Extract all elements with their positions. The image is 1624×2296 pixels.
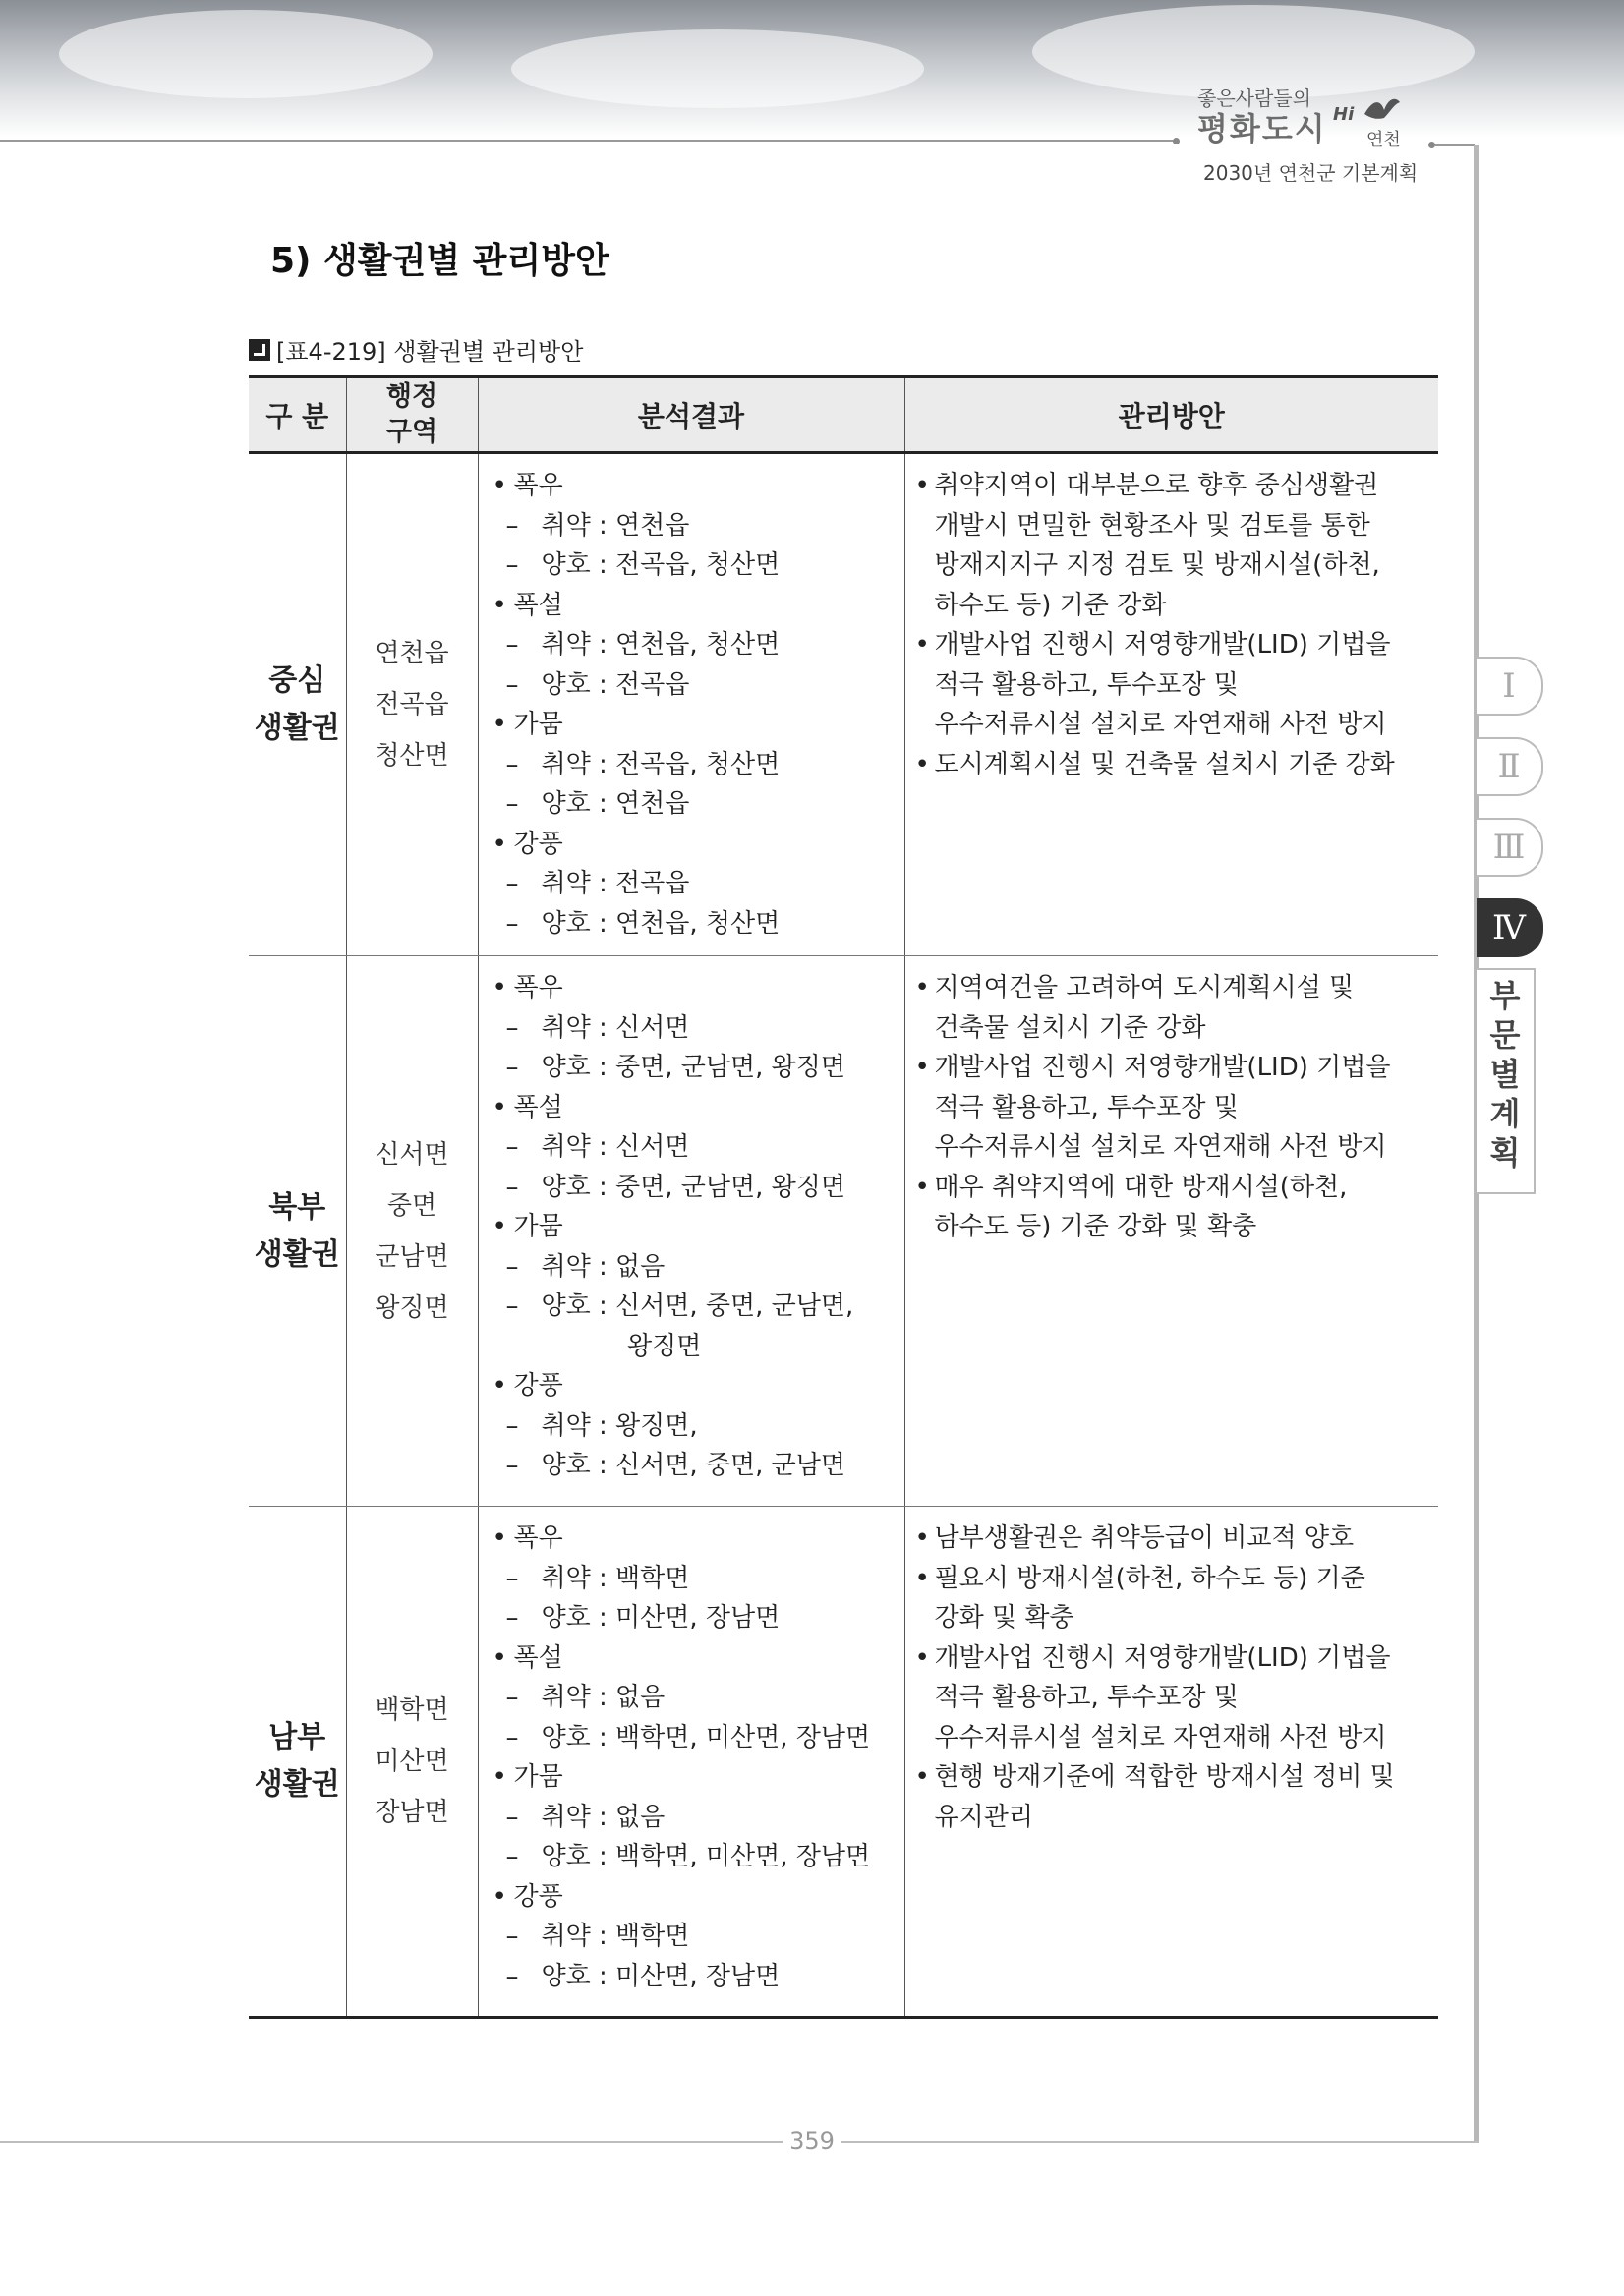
hazard-name: 가뭄 — [513, 1762, 563, 1792]
header-district — [346, 377, 478, 453]
detail-value: 신서면, 중면, 군남면 — [615, 1451, 846, 1480]
table-header-row — [249, 377, 1438, 453]
table-row — [249, 1507, 1438, 2018]
management-text — [935, 1638, 1433, 1758]
management-line: 적극 활용하고, 투수포장 및 — [934, 669, 1239, 700]
bullet-icon: • — [492, 1642, 507, 1673]
dash-icon: – — [505, 1132, 519, 1162]
management-line: 적극 활용하고, 투수포장 및 — [934, 1683, 1239, 1712]
management-text — [935, 1048, 1433, 1168]
bullet-icon: • — [914, 1642, 930, 1673]
detail-value-line: 신서면, 중면, 군남면, — [615, 1292, 854, 1321]
hazard-detail — [493, 1168, 904, 1208]
management-line: 취약지역이 대부분으로 향후 중심생활권 — [934, 471, 1379, 500]
bullet-icon: • — [914, 630, 930, 660]
cloud-shape — [59, 10, 433, 98]
management-line: 개발사업 진행시 저영향개발(LID) 기법을 — [934, 1053, 1391, 1082]
management-item — [915, 466, 1433, 625]
management-line: 필요시 방재시설(하천, 하수도 등) 기준 — [934, 1563, 1365, 1593]
plan-title: 2030년 연천군 기본계획 — [1203, 161, 1419, 185]
hazard-name: 가뭄 — [513, 710, 563, 739]
bullet-icon: • — [914, 1172, 930, 1202]
detail-value: 왕징면, — [615, 1410, 698, 1441]
management-line: 방재지지구 지정 검토 및 방재시설(하천, — [934, 550, 1380, 580]
detail-label: 양호 : — [541, 1961, 616, 1991]
hazard-detail — [493, 545, 904, 586]
bullet-icon: • — [914, 749, 930, 779]
management-text — [935, 625, 1433, 745]
hazard-detail — [493, 1446, 904, 1486]
dash-icon: – — [505, 1802, 519, 1832]
bullet-icon: • — [492, 1523, 507, 1553]
detail-label: 양호 : — [541, 1053, 616, 1082]
hazard-item — [493, 968, 904, 1008]
bird-icon — [1363, 92, 1402, 124]
bullet-icon: • — [492, 973, 507, 1003]
category-line1: 남부 — [268, 1720, 326, 1754]
arrow-box-icon — [249, 339, 270, 361]
detail-value: 백학면, 미산면, 장남면 — [615, 1722, 871, 1752]
bullet-icon: • — [492, 1092, 507, 1122]
hazard-detail — [493, 506, 904, 546]
dash-icon: – — [505, 1410, 519, 1441]
chapter-label-char: 별 — [1489, 1056, 1521, 1093]
management-line: 유지관리 — [934, 1802, 1033, 1832]
management-line: 우수저류시설 설치로 자연재해 사전 방지 — [934, 1132, 1387, 1162]
management-line: 현행 방재기준에 적합한 방재시설 정비 및 — [934, 1762, 1395, 1792]
bullet-icon: • — [492, 710, 507, 739]
district-name: 연천읍 — [375, 639, 449, 668]
bullet-icon: • — [492, 1881, 507, 1912]
dash-icon: – — [505, 869, 519, 898]
detail-value — [615, 1287, 853, 1366]
management-line: 도시계획시설 및 건축물 설치시 기준 강화 — [934, 749, 1395, 779]
analysis-cell — [478, 1507, 904, 2018]
dash-icon: – — [505, 1922, 519, 1951]
management-item — [915, 625, 1433, 745]
detail-value: 없음 — [615, 1251, 666, 1282]
management-text — [935, 1559, 1433, 1638]
hazard-name: 폭우 — [513, 1523, 563, 1553]
bullet-icon: • — [492, 590, 507, 620]
hazard-name: 강풍 — [513, 1881, 563, 1912]
hazard-detail — [493, 1678, 904, 1718]
hazard-detail — [493, 1008, 904, 1049]
hazard-detail — [493, 1598, 904, 1638]
district-cell — [346, 956, 478, 1507]
bullet-icon: • — [492, 829, 507, 859]
dash-icon: – — [505, 1451, 519, 1480]
management-cell — [904, 1507, 1438, 2018]
management-line: 우수저류시설 설치로 자연재해 사전 방지 — [934, 1722, 1387, 1752]
bullet-icon: • — [492, 1371, 507, 1401]
category-cell — [249, 1507, 346, 2018]
hazard-item — [493, 1088, 904, 1128]
chapter-label-char: 문 — [1489, 1016, 1521, 1054]
hazard-name: 폭설 — [513, 1642, 563, 1673]
detail-value-line: 왕징면 — [627, 1331, 702, 1361]
hazard-item — [493, 1207, 904, 1247]
dash-icon: – — [505, 1563, 519, 1593]
detail-label: 취약 : — [541, 1563, 616, 1593]
dash-icon: – — [505, 1683, 519, 1712]
bullet-icon: • — [914, 1563, 930, 1593]
logo-slogan: 좋은사람들의 — [1197, 86, 1311, 110]
detail-label: 양호 : — [541, 1172, 616, 1202]
hazard-name: 폭우 — [513, 471, 563, 500]
detail-label: 양호 : — [541, 1842, 616, 1871]
detail-value: 연천읍, 청산면 — [615, 908, 781, 939]
header-rule — [0, 140, 1175, 142]
header-dot — [1428, 142, 1435, 148]
dash-icon: – — [505, 749, 519, 779]
district-name: 백학면 — [375, 1695, 449, 1725]
analysis-cell — [478, 956, 904, 1507]
dash-icon: – — [505, 510, 519, 541]
detail-value: 중면, 군남면, 왕징면 — [615, 1172, 846, 1202]
management-item — [915, 1048, 1433, 1168]
chapter-label-char: 부 — [1489, 977, 1521, 1014]
detail-label: 취약 : — [541, 1410, 616, 1441]
hazard-name: 강풍 — [513, 829, 563, 859]
management-text — [935, 466, 1433, 625]
header-district-line2: 구역 — [385, 417, 438, 447]
dash-icon: – — [505, 1172, 519, 1202]
detail-value: 전곡읍, 청산면 — [615, 550, 781, 580]
detail-value: 백학면, 미산면, 장남면 — [615, 1842, 871, 1871]
detail-value: 중면, 군남면, 왕징면 — [615, 1053, 846, 1082]
detail-value: 신서면 — [615, 1012, 690, 1043]
category-cell — [249, 956, 346, 1507]
dash-icon: – — [505, 1053, 519, 1082]
header-management: 관리방안 — [904, 377, 1438, 453]
district-name: 군남면 — [375, 1241, 449, 1272]
page-frame-bottom — [0, 2141, 1479, 2143]
detail-label: 취약 : — [541, 1802, 616, 1832]
district-cell — [346, 453, 478, 956]
hazard-item — [493, 1366, 904, 1406]
management-cell — [904, 956, 1438, 1507]
hazard-detail — [493, 665, 904, 706]
management-item — [915, 968, 1433, 1048]
dash-icon: – — [505, 908, 519, 939]
hazard-name: 강풍 — [513, 1371, 563, 1401]
detail-label: 취약 : — [541, 1132, 616, 1162]
detail-value: 전곡읍, 청산면 — [615, 749, 781, 779]
management-line: 강화 및 확충 — [934, 1603, 1074, 1633]
detail-value: 백학면 — [615, 1922, 690, 1951]
detail-label: 양호 : — [541, 669, 616, 700]
bullet-icon: • — [492, 1762, 507, 1792]
management-text — [935, 1519, 1433, 1559]
hazard-detail — [493, 1287, 904, 1366]
management-line: 개발시 면밀한 현황조사 및 검토를 통한 — [934, 510, 1370, 541]
hazard-item — [493, 1757, 904, 1798]
header-analysis: 분석결과 — [478, 377, 904, 453]
cloud-shape — [511, 29, 924, 108]
detail-value: 미산면, 장남면 — [615, 1961, 781, 1991]
detail-label: 취약 : — [541, 1683, 616, 1712]
detail-label: 취약 : — [541, 1012, 616, 1043]
management-item — [915, 745, 1433, 785]
chapter-label — [1477, 968, 1536, 1194]
hazard-name: 폭우 — [513, 973, 563, 1003]
management-text — [935, 1168, 1433, 1247]
detail-label: 양호 : — [541, 550, 616, 580]
bullet-icon: • — [914, 471, 930, 500]
detail-label: 취약 : — [541, 630, 616, 660]
header-category: 구 분 — [249, 377, 346, 453]
hazard-detail — [493, 1247, 904, 1288]
hazard-item — [493, 1638, 904, 1679]
hazard-detail — [493, 784, 904, 825]
bullet-icon: • — [914, 1053, 930, 1082]
detail-value: 연천읍, 청산면 — [615, 630, 781, 660]
management-line: 하수도 등) 기준 강화 — [934, 590, 1167, 620]
table-row — [249, 956, 1438, 1507]
management-item — [915, 1757, 1433, 1837]
bullet-icon: • — [492, 471, 507, 500]
district-name: 중면 — [386, 1190, 437, 1221]
chapter-tab-1[interactable]: Ⅰ — [1477, 657, 1543, 716]
hazard-item — [493, 705, 904, 745]
hazard-detail — [493, 1048, 904, 1088]
chapter-tab-2[interactable]: Ⅱ — [1477, 737, 1543, 796]
hazard-name: 가뭄 — [513, 1212, 563, 1241]
detail-label: 양호 : — [541, 1603, 616, 1633]
hazard-detail — [493, 745, 904, 785]
management-item — [915, 1519, 1433, 1559]
table-row — [249, 453, 1438, 956]
hazard-detail — [493, 1798, 904, 1838]
detail-value: 전곡읍 — [615, 869, 690, 898]
table-caption-text: [표4-219] 생활권별 관리방안 — [276, 338, 584, 366]
management-text — [935, 968, 1433, 1048]
page-number: 359 — [783, 2127, 841, 2154]
detail-value: 연천읍 — [615, 510, 690, 541]
dash-icon: – — [505, 1251, 519, 1282]
category-line1: 중심 — [268, 663, 326, 698]
detail-label: 취약 : — [541, 1922, 616, 1951]
dash-icon: – — [505, 630, 519, 660]
hazard-detail — [493, 1559, 904, 1599]
hazard-detail — [493, 1718, 904, 1758]
header-rule-right — [1435, 144, 1475, 146]
management-item — [915, 1168, 1433, 1247]
detail-value: 연천읍 — [615, 789, 690, 819]
logo-city-slogan: 평화도시 — [1197, 110, 1327, 147]
chapter-tab-4[interactable]: Ⅳ — [1477, 898, 1543, 957]
district-name: 장남면 — [375, 1798, 449, 1827]
district-cell — [346, 1507, 478, 2018]
logo-county-name: 연천 — [1366, 130, 1401, 150]
category-line2: 생활권 — [254, 1767, 340, 1802]
detail-label: 양호 : — [541, 1292, 616, 1321]
hazard-detail — [493, 864, 904, 904]
dash-icon: – — [505, 669, 519, 700]
management-line: 건축물 설치시 기준 강화 — [934, 1012, 1206, 1043]
detail-value: 없음 — [615, 1683, 666, 1712]
category-cell — [249, 453, 346, 956]
detail-label: 양호 : — [541, 789, 616, 819]
management-line: 개발사업 진행시 저영향개발(LID) 기법을 — [934, 1642, 1391, 1673]
logo-hi: Hi — [1333, 104, 1355, 125]
header-district-line1: 행정 — [385, 381, 438, 412]
section-title: 5) 생활권별 관리방안 — [270, 241, 609, 281]
hazard-detail — [493, 1917, 904, 1957]
dash-icon: – — [505, 1842, 519, 1871]
dash-icon: – — [505, 1012, 519, 1043]
chapter-label-char: 계 — [1489, 1095, 1521, 1132]
management-item — [915, 1559, 1433, 1638]
chapter-tab-3[interactable]: Ⅲ — [1477, 818, 1543, 877]
detail-value: 백학면 — [615, 1563, 690, 1593]
hazard-item — [493, 1519, 904, 1559]
hazard-detail — [493, 904, 904, 945]
bullet-icon: • — [914, 973, 930, 1003]
district-name: 왕징면 — [375, 1292, 449, 1323]
category-line2: 생활권 — [254, 1236, 340, 1272]
management-line: 적극 활용하고, 투수포장 및 — [934, 1092, 1239, 1122]
table-caption — [249, 332, 583, 367]
detail-value: 미산면, 장남면 — [615, 1603, 781, 1633]
category-line1: 북부 — [268, 1189, 326, 1225]
detail-value: 전곡읍 — [615, 669, 690, 700]
hazard-name: 폭설 — [513, 590, 563, 620]
district-name: 미산면 — [375, 1747, 449, 1776]
management-item — [915, 1638, 1433, 1758]
management-line: 하수도 등) 기준 강화 및 확충 — [934, 1212, 1257, 1241]
bullet-icon: • — [492, 1212, 507, 1241]
hazard-item — [493, 586, 904, 626]
bullet-icon: • — [914, 1523, 930, 1553]
management-line: 지역여건을 고려하여 도시계획시설 및 — [934, 973, 1355, 1003]
dash-icon: – — [505, 1292, 519, 1321]
management-text — [935, 1757, 1433, 1837]
district-name: 전곡읍 — [375, 690, 449, 719]
dash-icon: – — [505, 789, 519, 819]
hazard-detail — [493, 625, 904, 665]
hazard-detail — [493, 1957, 904, 1997]
hazard-item — [493, 466, 904, 506]
county-logo — [1197, 83, 1414, 151]
management-line: 개발사업 진행시 저영향개발(LID) 기법을 — [934, 630, 1391, 660]
district-name: 청산면 — [375, 741, 449, 771]
management-line: 매우 취약지역에 대한 방재시설(하천, — [934, 1172, 1348, 1202]
category-line2: 생활권 — [254, 711, 340, 745]
detail-value: 없음 — [615, 1802, 666, 1832]
dash-icon: – — [505, 1722, 519, 1752]
hazard-detail — [493, 1127, 904, 1168]
management-table — [249, 375, 1438, 2019]
detail-label: 취약 : — [541, 1251, 616, 1282]
hazard-detail — [493, 1837, 904, 1877]
dash-icon: – — [505, 550, 519, 580]
hazard-item — [493, 1877, 904, 1918]
management-text — [935, 745, 1433, 785]
management-line: 남부생활권은 취약등급이 비교적 양호 — [934, 1523, 1355, 1553]
hazard-item — [493, 825, 904, 865]
detail-value: 신서면 — [615, 1132, 690, 1162]
management-line: 우수저류시설 설치로 자연재해 사전 방지 — [934, 710, 1387, 739]
dash-icon: – — [505, 1603, 519, 1633]
detail-label: 취약 : — [541, 869, 616, 898]
detail-label: 양호 : — [541, 1722, 616, 1752]
bullet-icon: • — [914, 1762, 930, 1792]
hazard-name: 폭설 — [513, 1092, 563, 1122]
detail-label: 양호 : — [541, 908, 616, 939]
district-name: 신서면 — [375, 1139, 449, 1170]
chapter-label-char: 획 — [1489, 1134, 1521, 1172]
dash-icon: – — [505, 1961, 519, 1991]
detail-label: 취약 : — [541, 749, 616, 779]
analysis-cell — [478, 453, 904, 956]
hazard-detail — [493, 1406, 904, 1447]
detail-label: 양호 : — [541, 1451, 616, 1480]
management-cell — [904, 453, 1438, 956]
detail-label: 취약 : — [541, 510, 616, 541]
header-dot — [1173, 138, 1180, 144]
